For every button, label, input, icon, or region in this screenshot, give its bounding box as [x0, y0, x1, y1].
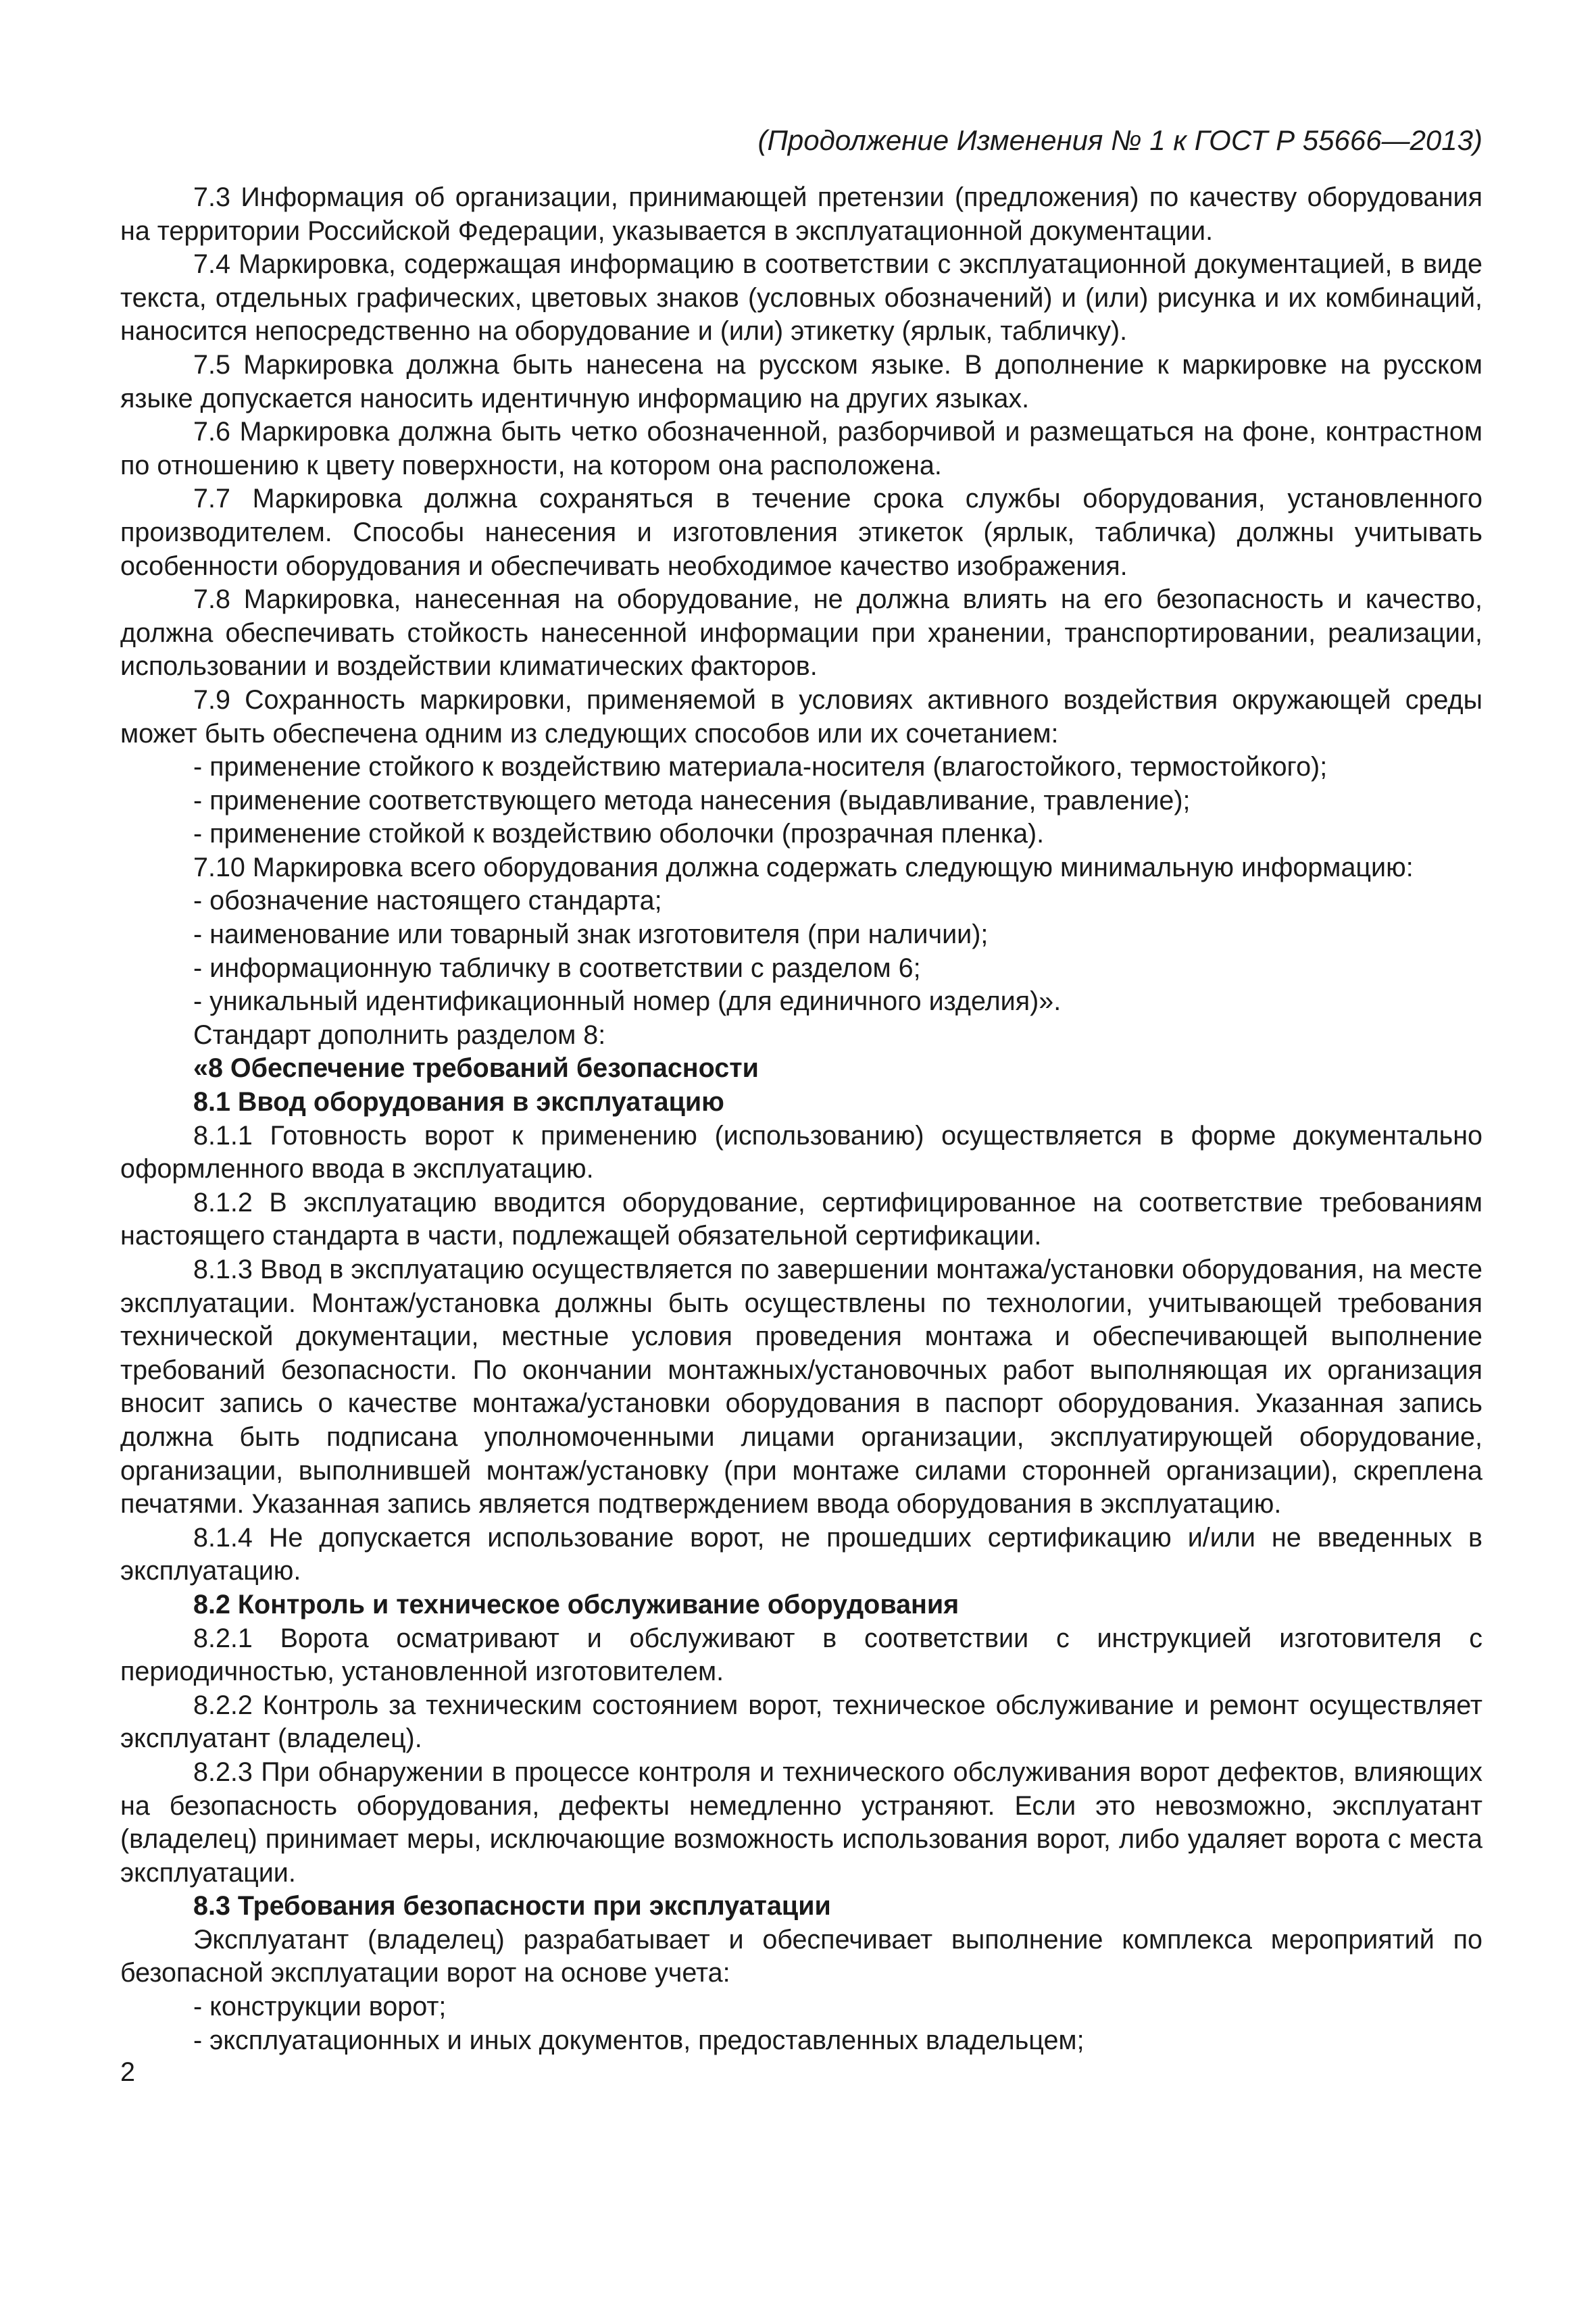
- running-header: (Продолжение Изменения № 1 к ГОСТ Р 55666—2013): [757, 124, 1482, 156]
- paragraph-8-2-3: 8.2.3 При обнаружении в процессе контроля и технического обслуживания ворот дефектов, влияющих на безопасность оборудования, дефекты немедленно устраняют. Если это невозможно, эксплуатант (владелец) принимает меры, исключающие возможность использования ворот, либо удаляет ворота с места эксплуатации.: [120, 1757, 1482, 1888]
- paragraph-7-5: 7.5 Маркировка должна быть нанесена на русском языке. В дополнение к маркировке на русском языке допускается наносить идентичную информацию на других языках.: [120, 349, 1482, 413]
- paragraph-8-1-3: 8.1.3 Ввод в эксплуатацию осуществляется по завершении монтажа/установки оборудования, на месте эксплуатации. Монтаж/установка должны быть осуществлены по технологии, учитывающей требования технической документации, местные условия проведения монтажа и обеспечивающей выполнение требований безопасности. По окончании монтажных/установочных работ выполняющая их организация вносит запись о качестве монтажа/установки оборудования в паспорт оборудования. Указанная запись должна быть подписана уполномоченными лицами организации, эксплуатирующей оборудование, организации, выполнившей монтаж/установку (при монтаже силами сторонней организации), скреплена печатями. Указанная запись является подтверждением ввода оборудования в эксплуатацию.: [120, 1255, 1482, 1519]
- list-item: - наименование или товарный знак изготовителя (при наличии);: [193, 920, 989, 950]
- list-item: - применение стойкого к воздействию материала-носителя (влагостойкого, термостойкого);: [193, 752, 1328, 782]
- section-heading-8: «8 Обеспечение требований безопасности: [193, 1053, 759, 1084]
- paragraph-8-2-2: 8.2.2 Контроль за техническим состоянием ворот, техническое обслуживание и ремонт осуществляет эксплуатант (владелец).: [120, 1690, 1482, 1754]
- paragraph-8-1-2: 8.1.2 В эксплуатацию вводится оборудование, сертифицированное на соответствие требованиям настоящего стандарта в части, подлежащей обязательной сертификации.: [120, 1187, 1482, 1251]
- paragraph-8-1-4: 8.1.4 Не допускается использование ворот, не прошедших сертификацию и/или не введенных в эксплуатацию.: [120, 1522, 1482, 1586]
- list-item: - информационную табличку в соответствии с разделом 6;: [193, 953, 921, 983]
- subsection-heading-8-2: 8.2 Контроль и техническое обслуживание оборудования: [193, 1589, 959, 1619]
- list-item: - конструкции ворот;: [193, 1992, 447, 2022]
- page-number: 2: [120, 2057, 135, 2087]
- paragraph-8-2-1: 8.2.1 Ворота осматривают и обслуживают в соответствии с инструкцией изготовителя с периодичностью, установленной изготовителем.: [120, 1623, 1482, 1687]
- subsection-heading-8-1: 8.1 Ввод оборудования в эксплуатацию: [193, 1087, 724, 1117]
- paragraph-7-3: 7.3 Информация об организации, принимающей претензии (предложения) по качеству оборудования на территории Российской Федерации, указывается в эксплуатационной документации.: [120, 182, 1482, 246]
- list-item: - применение соответствующего метода нанесения (выдавливание, травление);: [193, 785, 1191, 815]
- body-text: [120, 181, 1482, 2057]
- list-item: - применение стойкой к воздействию оболочки (прозрачная пленка).: [193, 819, 1045, 849]
- list-item: - обозначение настоящего стандарта;: [193, 886, 662, 916]
- list-item: - эксплуатационных и иных документов, предоставленных владельцем;: [193, 2025, 1084, 2055]
- paragraph-8-3-intro: Эксплуатант (владелец) разрабатывает и обеспечивает выполнение комплекса мероприятий по безопасной эксплуатации ворот на основе учета:: [120, 1924, 1482, 1988]
- subsection-heading-8-3: 8.3 Требования безопасности при эксплуатации: [193, 1891, 831, 1921]
- paragraph-7-6: 7.6 Маркировка должна быть четко обозначенной, разборчивой и размещаться на фоне, контрастном по отношению к цвету поверхности, на котором она расположена.: [120, 417, 1482, 480]
- paragraph-7-8: 7.8 Маркировка, нанесенная на оборудование, не должна влиять на его безопасность и качество, должна обеспечивать стойкость нанесенной информации при хранении, транспортировании, реализации, использовании и воздействии климатических факторов.: [120, 584, 1482, 682]
- paragraph-7-7: 7.7 Маркировка должна сохраняться в течение срока службы оборудования, установленного производителем. Способы нанесения и изготовления этикеток (ярлык, табличка) должны учитывать особенности оборудования и обеспечивать необходимое качество изображения.: [120, 484, 1482, 581]
- amendment-instruction: Стандарт дополнить разделом 8:: [193, 1020, 606, 1050]
- paragraph-7-4: 7.4 Маркировка, содержащая информацию в соответствии с эксплуатационной документацией, в виде текста, отдельных графических, цветовых знаков (условных обозначений) и (или) рисунка и их комбинаций, наносится непосредственно на оборудование и (или) этикетку (ярлык, табличку).: [120, 249, 1482, 347]
- list-item: - уникальный идентификационный номер (для единичного изделия)».: [193, 986, 1062, 1017]
- paragraph-8-1-1: 8.1.1 Готовность ворот к применению (использованию) осуществляется в форме документально оформленного ввода в эксплуатацию.: [120, 1120, 1482, 1184]
- paragraph-7-9: 7.9 Сохранность маркировки, применяемой в условиях активного воздействия окружающей среды может быть обеспечена одним из следующих способов или их сочетанием:: [120, 684, 1482, 749]
- paragraph-7-10: 7.10 Маркировка всего оборудования должна содержать следующую минимальную информацию:: [193, 852, 1414, 882]
